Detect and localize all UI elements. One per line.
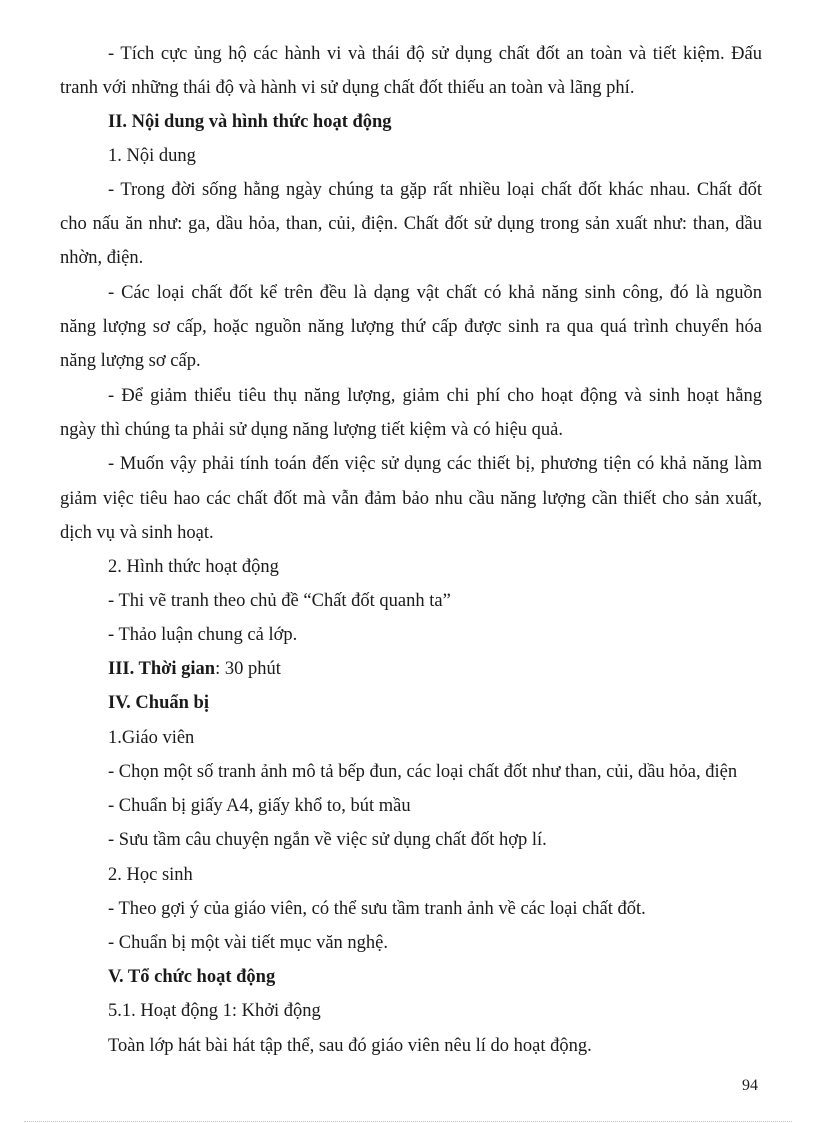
list-item: - Chuẩn bị một vài tiết mục văn nghệ. <box>108 933 389 953</box>
list-item: - Thi vẽ tranh theo chủ đề “Chất đốt quanh ta” <box>108 591 451 611</box>
text-line: tranh với những thái độ và hành vi sử dụng chất đốt thiếu an toàn và lãng phí. <box>60 78 635 98</box>
text-line: ngày thì chúng ta phải sử dụng năng lượng tiết kiệm và có hiệu quả. <box>60 420 564 440</box>
time-value: : 30 phút <box>215 659 281 679</box>
text-line: giảm việc tiêu hao các chất đốt mà vẫn đảm bảo nhu cầu năng lượng cần thiết cho sản xuất, <box>60 489 762 509</box>
subsection-heading: 5.1. Hoạt động 1: Khởi động <box>108 1001 321 1021</box>
subsection-heading: 1.Giáo viên <box>108 728 195 748</box>
time-line <box>108 657 281 681</box>
text-line: dịch vụ và sinh hoạt. <box>60 523 214 543</box>
bottom-divider <box>24 1121 792 1122</box>
page-number: 94 <box>742 1077 758 1094</box>
text-line: nhờn, điện. <box>60 248 144 268</box>
section-heading: V. Tổ chức hoạt động <box>108 967 276 987</box>
subsection-heading: 2. Hình thức hoạt động <box>108 557 279 577</box>
text-line: - Muốn vậy phải tính toán đến việc sử dụng các thiết bị, phương tiện có khả năng làm <box>108 454 762 474</box>
subsection-heading: 1. Nội dung <box>108 146 196 166</box>
list-item: - Sưu tầm câu chuyện ngắn về việc sử dụng chất đốt hợp lí. <box>108 830 547 850</box>
subsection-heading: 2. Học sinh <box>108 865 193 885</box>
text-line: - Để giảm thiểu tiêu thụ năng lượng, giảm chi phí cho hoạt động và sinh hoạt hằng <box>108 386 762 406</box>
list-item: - Theo gợi ý của giáo viên, có thể sưu tầm tranh ảnh về các loại chất đốt. <box>108 899 646 919</box>
text-line: cho nấu ăn như: ga, dầu hỏa, than, củi, điện. Chất đốt sử dụng trong sản xuất như: than, dầu <box>60 214 762 234</box>
text-line: - Các loại chất đốt kể trên đều là dạng vật chất có khả năng sinh công, đó là nguồn <box>108 283 762 303</box>
text-line: năng lượng sơ cấp. <box>60 351 201 371</box>
list-item: - Chọn một số tranh ảnh mô tả bếp đun, các loại chất đốt như than, củi, dầu hỏa, điện <box>108 762 738 782</box>
section-heading: III. Thời gian <box>108 659 216 679</box>
list-item: - Thảo luận chung cả lớp. <box>108 625 298 645</box>
section-heading: II. Nội dung và hình thức hoạt động <box>108 112 392 132</box>
text-line: năng lượng sơ cấp, hoặc nguồn năng lượng thứ cấp được sinh ra qua quá trình chuyển hóa <box>60 317 762 337</box>
text-line: Toàn lớp hát bài hát tập thể, sau đó giáo viên nêu lí do hoạt động. <box>108 1036 592 1056</box>
list-item: - Chuẩn bị giấy A4, giấy khổ to, bút mầu <box>108 796 411 816</box>
text-line: - Tích cực ủng hộ các hành vi và thái độ sử dụng chất đốt an toàn và tiết kiệm. Đấu <box>108 44 762 64</box>
section-heading: IV. Chuẩn bị <box>108 693 209 713</box>
text-line: - Trong đời sống hằng ngày chúng ta gặp rất nhiều loại chất đốt khác nhau. Chất đốt <box>108 180 762 200</box>
